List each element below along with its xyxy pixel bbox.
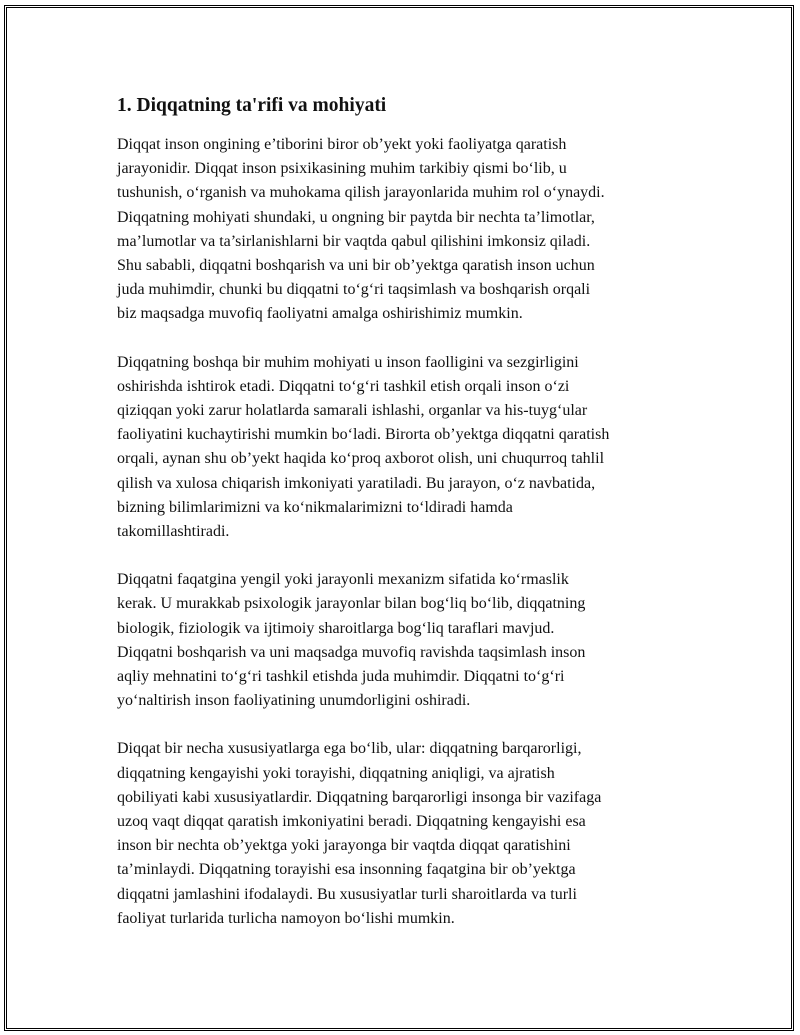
text-line: juda muhimdir, chunki bu diqqatni to‘g‘ri taqsimlash va boshqarish orqali (117, 281, 591, 299)
text-line: jarayonidir. Diqqat inson psixikasining muhim tarkibiy qismi bo‘lib, u (117, 160, 567, 178)
text-line: qobiliyati kabi xususiyatlardir. Diqqatning barqarorligi insonga bir vazifaga (117, 788, 602, 806)
text-line: orqali, aynan shu ob’yekt haqida ko‘proq axborot olish, uni chuqurroq tahlil (117, 450, 605, 468)
text-line: qiziqqan yoki zarur holatlarda samarali ishlashi, organlar va his-tuyg‘ular (117, 402, 588, 420)
paragraph-4 (117, 737, 697, 931)
text-line: Diqqatni faqatgina yengil yoki jarayonli mexanizm sifatida ko‘rmaslik (117, 571, 569, 589)
text-line: Diqqat inson ongining e’tiborini biror ob’yekt yoki faoliyatga qaratish (117, 136, 567, 153)
text-line: yo‘naltirish inson faoliyatining unumdorligini oshiradi. (117, 692, 471, 710)
text-line: faoliyatini kuchaytirishi mumkin bo‘ladi. Birorta ob’yektga diqqatni qaratish (117, 426, 610, 444)
paragraph-3 (117, 568, 697, 713)
text-line: qilish va xulosa chiqarish imkoniyati yaratiladi. Bu jarayon, o‘z navbatida, (117, 474, 596, 492)
text-line: Diqqat bir necha xususiyatlarga ega bo‘lib, ular: diqqatning barqarorligi, (117, 740, 582, 758)
text-line: Diqqatni boshqarish va uni maqsadga muvofiq ravishda taqsimlash inson (117, 643, 586, 661)
text-line: Diqqatning boshqa bir muhim mohiyati u inson faolligini va sezgirligini (117, 353, 579, 371)
text-line: ta’minlaydi. Diqqatning torayishi esa insonning faqatgina bir ob’yektga (117, 861, 576, 879)
text-line: diqqatning kengayishi yoki torayishi, diqqatning aniqligi, va ajratish (117, 764, 555, 782)
text-line: Shu sababli, diqqatni boshqarish va uni bir ob’yektga qaratish inson uchun (117, 257, 595, 275)
text-line: Diqqatning mohiyati shundaki, u ongning bir paytda bir nechta ta’limotlar, (117, 208, 595, 226)
paragraph-1 (117, 133, 697, 327)
document-body (117, 93, 697, 955)
text-line: inson bir nechta ob’yektga yoki jarayonga bir vaqtda diqqat qaratishini (117, 837, 571, 855)
text-line: biologik, fiziologik va ijtimoiy sharoitlarga bog‘liq taraflari mavjud. (117, 619, 555, 637)
text-line: tushunish, o‘rganish va muhokama qilish jarayonlarida muhim rol o‘ynaydi. (117, 184, 605, 202)
text-line: uzoq vaqt diqqat qaratish imkoniyatini beradi. Diqqatning kengayishi esa (117, 813, 586, 831)
text-line: biz maqsadga muvofiq faoliyatni amalga oshirishimiz mumkin. (117, 305, 523, 323)
text-line: aqliy mehnatini to‘g‘ri tashkil etishda juda muhimdir. Diqqatni to‘g‘ri (117, 668, 565, 686)
text-line: bizning bilimlarimizni va ko‘nikmalarimizni to‘ldiradi hamda (117, 498, 513, 516)
text-line: oshirishda ishtirok etadi. Diqqatni to‘g‘ri tashkil etish orqali inson o‘zi (117, 377, 570, 395)
text-line: takomillashtiradi. (117, 523, 230, 541)
section-heading: 1. Diqqatning ta'rifi va mohiyati (117, 95, 387, 116)
text-line: ma’lumotlar va ta’sirlanishlarni bir vaqtda qabul qilishini imkonsiz qiladi. (117, 232, 591, 250)
text-line: faoliyat turlarida turlicha namoyon bo‘lishi mumkin. (117, 909, 455, 927)
paragraph-2 (117, 351, 697, 545)
text-line: diqqatni jamlashini ifodalaydi. Bu xususiyatlar turli sharoitlarda va turli (117, 885, 577, 903)
text-line: kerak. U murakkab psixologik jarayonlar bilan bog‘liq bo‘lib, diqqatning (117, 595, 586, 613)
